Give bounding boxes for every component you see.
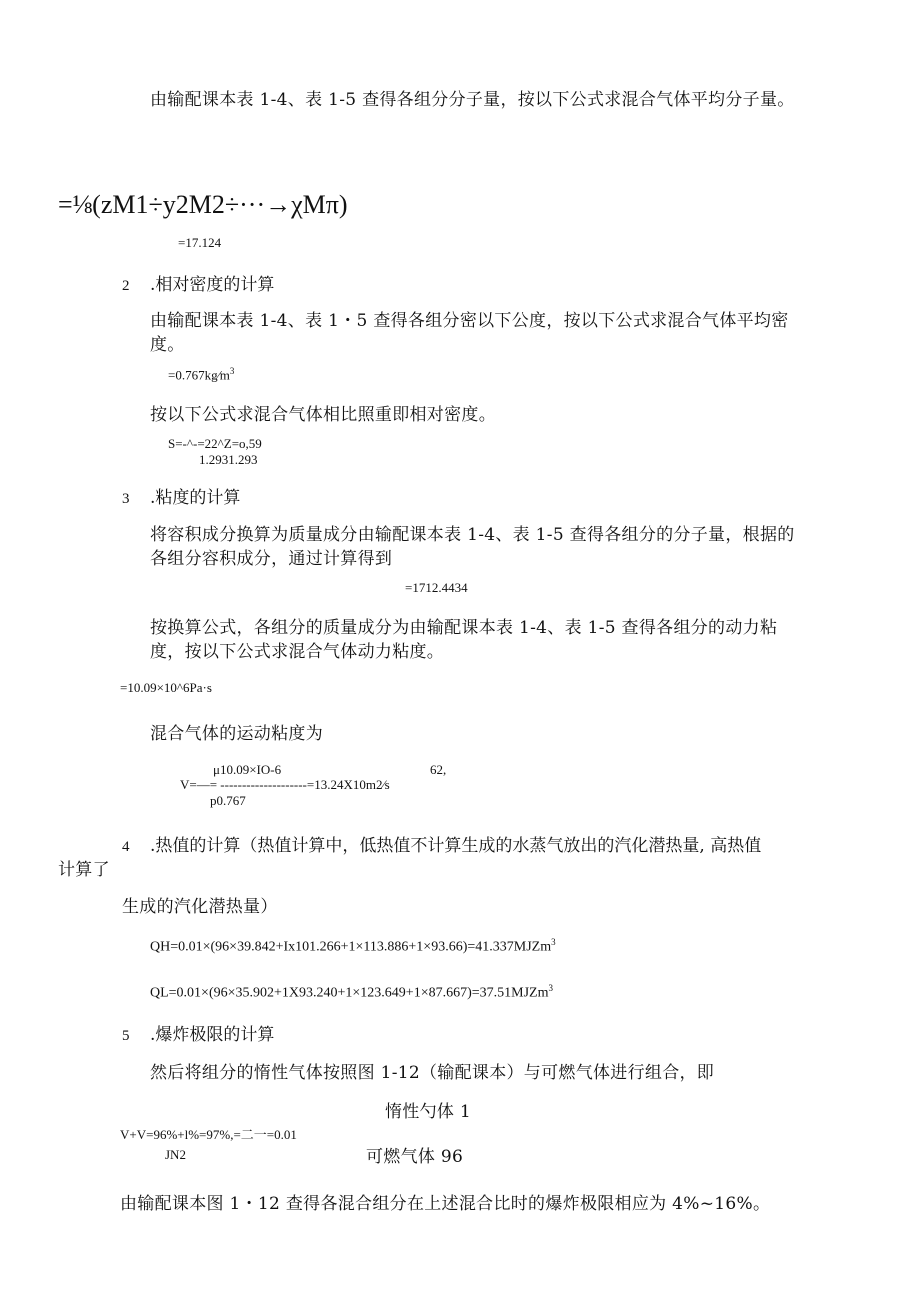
higher-heating-unit-exponent: 3: [551, 937, 556, 947]
result-dynamic-viscosity: =10.09×10^6Pa·s: [120, 680, 212, 695]
heading-text: .相对密度的计算: [150, 275, 275, 295]
density-unit-exponent: 3: [229, 366, 235, 376]
formula-kinematic-main: V=—= --------------------=13.24X10m2∕s: [180, 777, 390, 792]
formula-relative-density-line1: S=-^-=22^Z=o,59: [168, 436, 262, 451]
formula-kinematic-exponent: 62,: [430, 762, 447, 777]
paragraph-density-line1: 由输配课本表 1-4、表 1・5 查得各组分密以下公度，按以下公式求混合气体平均密: [150, 311, 789, 331]
formula-combustible-gas-label: 可燃气体 96: [366, 1147, 464, 1167]
lower-heating-unit-exponent: 3: [548, 983, 553, 993]
formula-average-molecular-weight: =⅛(zM1÷y2M2÷···→χMπ): [58, 190, 348, 219]
density-value: =0.767kg∕m: [168, 367, 230, 383]
paragraph-mass-fraction-line2: 各组分容积成分，通过计算得到: [150, 549, 393, 569]
paragraph-dynamic-viscosity-line1: 按换算公式，各组分的质量成分为由输配课本表 1-4、表 1-5 查得各组分的动力粘: [150, 618, 778, 638]
result-molecular-weight: =17.124: [178, 235, 222, 250]
paragraph-mass-fraction-line1: 将容积成分换算为质量成分由输配课本表 1-4、表 1-5 查得各组分的分子量，根据的: [150, 525, 795, 545]
higher-heating-value: QH=0.01×(96×39.842+Ix101.266+1×113.886+1×93.66)=41.337MJZm: [150, 939, 552, 955]
paragraph-relative-density: 按以下公式求混合气体相比照重即相对密度。: [150, 405, 496, 425]
paragraph-dynamic-viscosity-line2: 度，按以下公式求混合气体动力粘度。: [150, 642, 445, 662]
result-mass-fraction: =1712.4434: [405, 580, 468, 595]
formula-lower-heating-value: [150, 983, 553, 1002]
heading-viscosity: [122, 483, 240, 508]
formula-kinematic-denominator: p0.767: [210, 793, 246, 808]
formula-higher-heating-value: [150, 937, 556, 956]
formula-gas-ratio: V+V=96%+l%=97%,=二一=0.01: [120, 1127, 297, 1142]
heading-relative-density: [122, 270, 274, 295]
heading-number: 5: [122, 1028, 130, 1044]
heading-number: 4: [122, 839, 130, 855]
formula-kinematic-numerator: μ10.09×IO-6: [213, 762, 282, 777]
formula-inert-gas-label: 惰性勺体 1: [385, 1102, 472, 1122]
paragraph-kinematic-viscosity: 混合气体的运动粘度为: [150, 724, 323, 744]
paragraph-latent-heat: 生成的汽化潜热量）: [122, 897, 278, 917]
result-density: [168, 366, 234, 383]
heading-explosion-limit: [122, 1020, 274, 1045]
heading-text: .粘度的计算: [150, 488, 241, 508]
paragraph-density-line2: 度。: [150, 335, 185, 355]
formula-n2-subscript: JN2: [165, 1147, 186, 1162]
lower-heating-value: QL=0.01×(96×35.902+1X93.240+1×123.649+1×87.667)=37.51MJZm: [150, 985, 549, 1001]
formula-relative-density-line2: 1.2931.293: [199, 452, 258, 467]
heading-heating-value: [122, 831, 761, 856]
heading-number: 3: [122, 491, 130, 507]
paragraph-gas-combination: 然后将组分的惰性气体按照图 1-12（输配课本）与可燃气体进行组合，即: [150, 1063, 715, 1083]
heading-heating-value-wrap: 计算了: [58, 860, 110, 880]
heading-text: .热值的计算（热值计算中，低热值不计算生成的水蒸气放出的汽化潜热量, 高热值: [150, 836, 762, 856]
paragraph-molecular-weight: 由输配课本表 1-4、表 1-5 查得各组分分子量，按以下公式求混合气体平均分子量。: [150, 90, 795, 110]
heading-text: .爆炸极限的计算: [150, 1025, 275, 1045]
heading-number: 2: [122, 278, 130, 294]
paragraph-explosion-limit-result: 由输配课本图 1・12 查得各混合组分在上述混合比时的爆炸极限相应为 4%~16%。: [120, 1194, 771, 1214]
